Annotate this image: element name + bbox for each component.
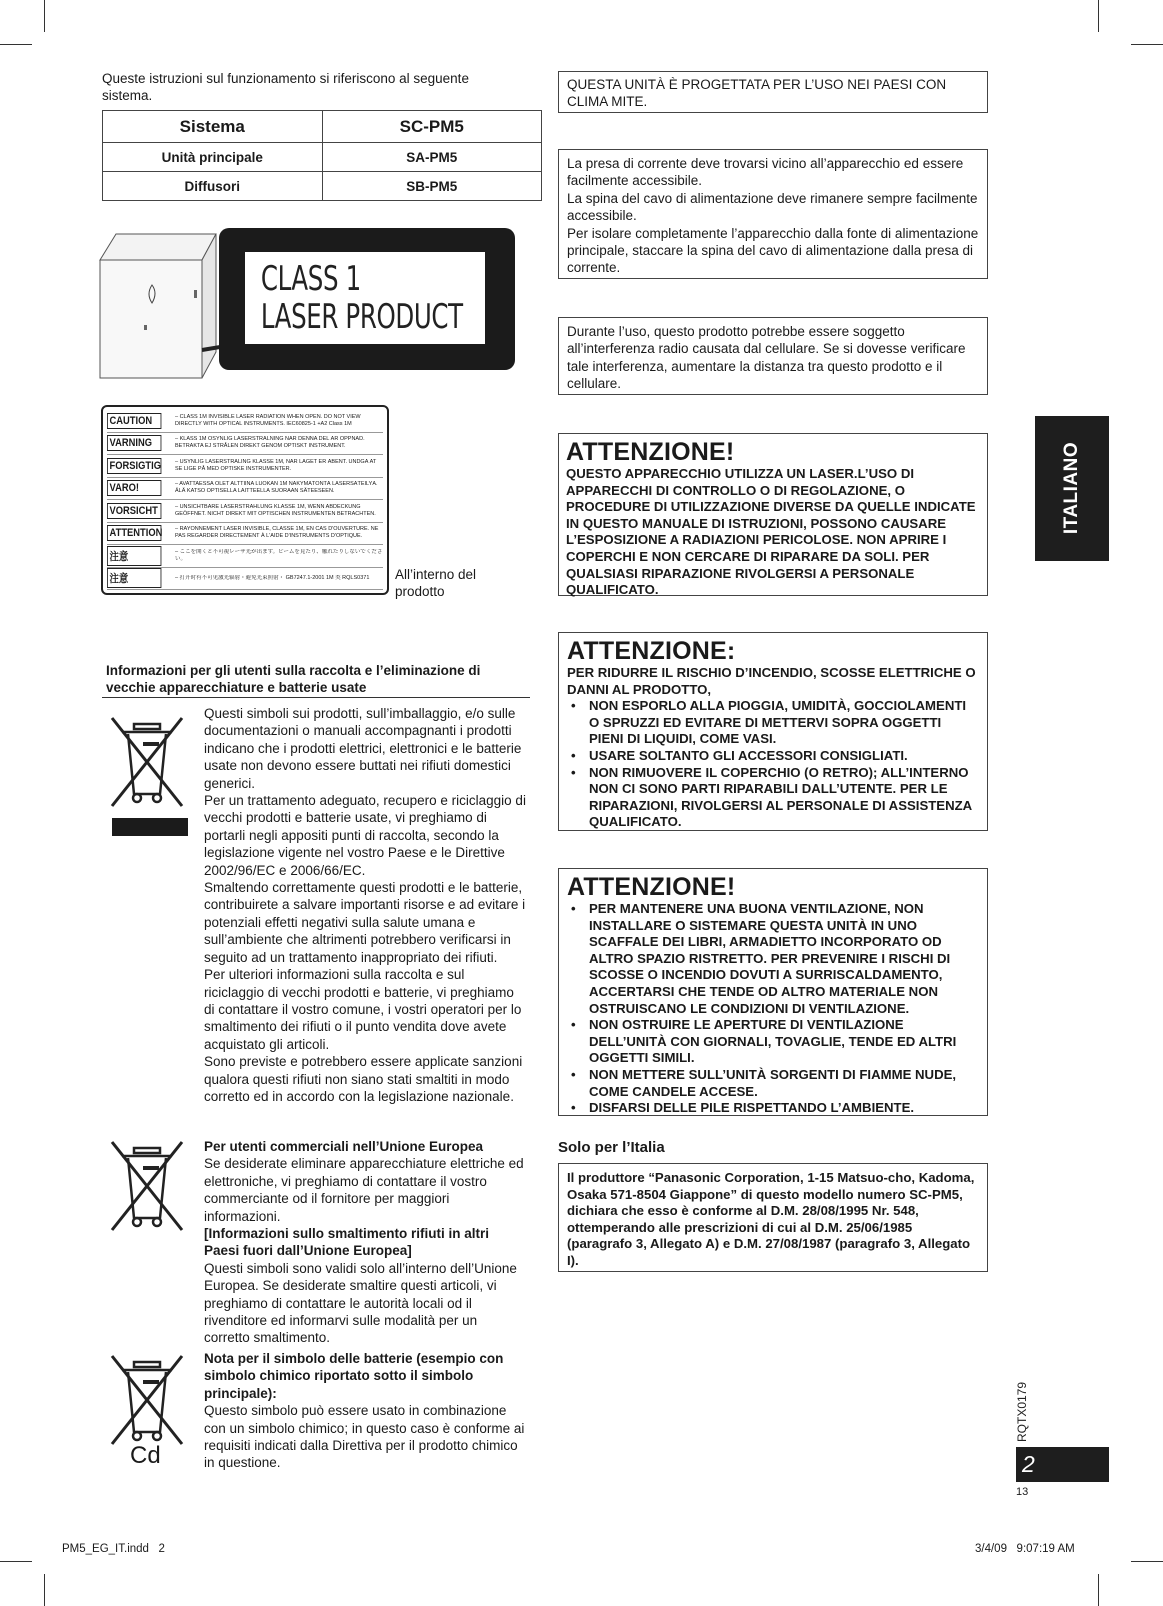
disposal-paragraph: Per ulteriori informazioni sulla raccolta e sul riciclaggio di vecchi prodotti e batterie, vi preghiamo di contattare il vostro comune, i vostri operatori per lo smaltimento dei rifiuti o il punto vendita dove avete acquistato gli articoli. xyxy=(204,967,522,1052)
caution-row-label: FORSIGTIG xyxy=(107,458,161,474)
chemical-symbol: Cd xyxy=(130,1442,161,1469)
caution-row-text: – ここを開くと不可視レーザ光が出ます。ビームを見たり、触れたりしないでください。 xyxy=(175,548,383,562)
list-item: • PER MANTENERE UNA BUONA VENTILAZIONE, NON INSTALLARE O SISTEMARE QUESTA UNITÀ IN UNO SCAFFALE DEI LIBRI, ARMADIETTO INCORPORATO OD ALTRO SPAZIO RISTRETTO. PER PREVENIRE I RISCHI DI SCOSSE O INCENDIO DOVUTI A SURRISCALDAMENTO, ACCERTARSI CHE TENDE OD ALTRO MATERIALE NON OSTRUISCANO LE CONDIZIONI DI VENTILAZIONE. xyxy=(567,901,979,1017)
disposal-paragraph: Smaltendo correttamente questi prodotti e le batterie, contribuirete a salvare importanti risorse e ad evitare i potenziali effetti negativi sulla salute umana e sull’ambiente che altrimenti potrebbero verificarsi in seguito ad un trattamento inappropriato dei rifiuti. xyxy=(204,880,526,965)
warning-list xyxy=(567,901,979,1117)
warning-intro: PER RIDURRE IL RISCHIO D’INCENDIO, SCOSSE ELETTRICHE O DANNI AL PRODOTTO, xyxy=(567,665,976,697)
caution-row-text: – RAYONNEMENT LASER INVISIBLE, CLASSE 1M, EN CAS D'OUVERTURE. NE PAS REGARDER DIRECTEMENT À L'AIDE D'INSTRUMENTS D'OPTIQUE. xyxy=(175,526,379,540)
phone-text: Durante l’uso, questo prodotto potrebbe essere soggetto all’interferenza radio causata dal cellulare. Se si dovesse verificare tale interferenza, aumentare la distanza tra questo prodotto e il cellulare. xyxy=(567,324,966,392)
caution-row xyxy=(107,455,383,478)
plug-text: La presa di corrente deve trovarsi vicino all’apparecchio ed essere facilmente accessibile. xyxy=(567,156,964,189)
caution-row xyxy=(107,568,383,591)
intro-text: Queste istruzioni sul funzionamento si riferiscono al seguente sistema. xyxy=(102,71,469,104)
table-cell: Unità principale xyxy=(103,143,323,172)
caution-label xyxy=(101,405,389,595)
caution-row-label: 注意 xyxy=(107,568,161,588)
table-cell: Diffusori xyxy=(103,172,323,201)
caution-row-text: – CLASS 1M INVISIBLE LASER RADIATION WHEN OPEN. DO NOT VIEW DIRECTLY WITH OPTICAL INSTRUMENTS. IEC60825-1 +A2 Class 1M xyxy=(175,413,361,427)
caution-row xyxy=(107,433,383,456)
ventilation-warning xyxy=(558,868,988,1116)
business-section xyxy=(204,1138,526,1347)
list-item: • NON ESPORLO ALLA PIOGGIA, UMIDITÀ, GOCCIOLAMENTI O SPRUZZI ED EVITARE DI METTERVI SOPRA OGGETTI PIENI DI LIQUIDI, COME VASI. xyxy=(567,698,979,748)
plug-text: Per isolare completamente l’apparecchio dalla fonte di alimentazione principale, staccare la spina del cavo di alimentazione dalla presa di corrente. xyxy=(567,225,979,276)
doc-code-anchor xyxy=(1015,1381,1029,1443)
battery-title: Nota per il simbolo delle batterie (esempio con simbolo chimico riportato sotto il simbolo principale): xyxy=(204,1351,504,1401)
table-header-cell: Sistema xyxy=(103,111,323,143)
disposal-paragraph: Per un trattamento adeguato, recupero e riciclaggio di vecchi prodotti e batterie usate, vi preghiamo di portarli negli appositi punti di raccolta, secondo la legislazione vigente nel vostro Paese e le Direttive 2002/96/EC e 2006/66/EC. xyxy=(204,793,526,878)
table-cell: SB-PM5 xyxy=(322,172,542,201)
laser-warning xyxy=(558,433,988,596)
warning-title: ATTENZIONE! xyxy=(567,873,736,901)
shock-warning xyxy=(558,632,988,831)
caution-row xyxy=(107,523,383,546)
divider xyxy=(102,697,530,698)
page-number: 2 xyxy=(1022,1451,1035,1477)
caution-row-text: – 打开时有不可见激光辐射・避免光束照射・ GB7247.1-2001 1M 类 RQLS0371 xyxy=(175,574,370,581)
battery-section xyxy=(204,1350,526,1472)
caution-row xyxy=(107,500,383,523)
language-tab xyxy=(1035,416,1109,561)
disposal-paragraph: Sono previste e potrebbero essere applicate sanzioni qualora questi rifiuti non siano stati smaltiti in modo corretto ed in accordo con la legislazione nazionale. xyxy=(204,1054,523,1104)
system-table xyxy=(102,110,542,201)
business-text: Se desiderate eliminare apparecchiature elettriche ed elettroniche, vi preghiamo di contattare il vostro commerciante od il fornitore per maggiori informazioni. xyxy=(204,1156,524,1224)
laser-label-line1: CLASS 1 xyxy=(260,259,361,299)
caution-caption: All’interno del prodotto xyxy=(395,567,477,599)
plug-text: La spina del cavo di alimentazione deve rimanere sempre facilmente accessibile. xyxy=(567,190,978,224)
caution-row xyxy=(107,545,383,568)
climate-notice xyxy=(558,71,988,113)
device-illustration xyxy=(98,230,223,382)
sub-page-number: 13 xyxy=(1016,1486,1029,1498)
list-item: • NON RIMUOVERE IL COPERCHIO (O RETRO); ALL’INTERNO NON CI SONO PARTI RIPARABILI DALL’UTENTE. PER LE RIPARAZIONI, RIVOLGERSI AL PERSONALE DI ASSISTENZA QUALIFICATO. xyxy=(567,765,979,831)
warning-title: ATTENZIONE: xyxy=(567,637,736,665)
battery-text: Questo simbolo può essere usato in combinazione con un simbolo chimico; in questo caso è conforme ai requisiti indicati dalla Direttiva per il prodotto chimico in questione. xyxy=(204,1403,525,1471)
climate-text: QUESTA UNITÀ È PROGETTATA PER L’USO NEI PAESI CON CLIMA MITE. xyxy=(567,77,947,110)
disposal-paragraph: Questi simboli sui prodotti, sull’imballaggio, e/o sulle documentazioni o manuali accompagnanti i prodotti indicano che i prodotti elettrici, elettronici e le batterie usate non devono essere buttati nei rifiuti domestici generici. xyxy=(204,706,522,791)
business-title: Per utenti commerciali nell’Unione Europea xyxy=(204,1139,484,1154)
language-tab-label: ITALIANO xyxy=(1061,441,1082,535)
caution-row-label: 注意 xyxy=(107,546,161,566)
doc-code: RQTX0179 xyxy=(1015,1381,1029,1443)
caution-row xyxy=(107,478,383,501)
italy-declaration xyxy=(558,1163,988,1272)
laser-label-plate xyxy=(245,252,485,344)
table-cell: SA-PM5 xyxy=(322,143,542,172)
caution-row-text: – UNSICHTBARE LASERSTRAHLUNG KLASSE 1M, WENN ABDECKUNG GEÖFFNET. NICHT DIREKT MIT OPTISCHEN INSTRUMENTEN BETRACHTEN. xyxy=(175,503,376,517)
disposal-body xyxy=(204,705,526,1105)
caution-row-text: – USYNLIG LASERSTRÅLING KLASSE 1M, NÅR LÅGET ER ÅBENT. UNDGÅ AT SE LIGE PÅ MED OPTISKE INSTRUMENTER. xyxy=(175,458,377,472)
plug-notice xyxy=(558,149,988,279)
table-header-cell: SC-PM5 xyxy=(322,111,542,143)
caution-row-text: – AVATTAESSA OLET ALTTIINA LUOKAN 1M NÄKYMÄTÖNTÄ LASERSÄTEILYÄ. ÄLÄ KATSO OPTISELLA LAITTEELLA SUORAAN SÄTEESEEN. xyxy=(175,481,378,495)
crossed-bin-icon xyxy=(104,710,190,838)
warning-text: QUESTO APPARECCHIO UTILIZZA UN LASER.L’USO DI APPARECCHI DI CONTROLLO O DI REGOLAZIONE, O PROCEDURE DI UTILIZZAZIONE DIVERSE DA QUELLE INDICATE IN QUESTO MANUALE DI ISTRUZIONI, POSSONO CAUSARE L’ESPOSIZIONE A RADIAZIONI PERICOLOSE. NON APRIRE I COPERCHI E NON CERCARE DI RIPARARE DA SOLI. PER QUALSIASI RIPARAZIONE RIVOLGERSI A PERSONALE QUALIFICATO. xyxy=(566,466,976,598)
list-item: • NON OSTRUIRE LE APERTURE DI VENTILAZIONE DELL’UNITÀ CON GIORNALI, TOVAGLIE, TENDE ED ALTRI OGGETTI SIMILI. xyxy=(567,1017,979,1067)
footer-timestamp: 3/4/09 9:07:19 AM xyxy=(975,1543,1075,1555)
caution-row-label: ATTENTION xyxy=(107,525,161,541)
italy-heading: Solo per l’Italia xyxy=(558,1139,665,1156)
caution-row-label: VORSICHT xyxy=(107,503,161,519)
outside-eu-title: [Informazioni sullo smaltimento rifiuti in altri Paesi fuori dall’Unione Europea] xyxy=(204,1226,490,1259)
caution-row-label: CAUTION xyxy=(107,413,161,429)
warning-title: ATTENZIONE! xyxy=(566,438,735,466)
page-number-box xyxy=(1016,1447,1109,1482)
caution-row xyxy=(107,410,383,433)
laser-label xyxy=(219,228,515,370)
crossed-bin-icon xyxy=(104,1348,190,1448)
caution-row-label: VARO! xyxy=(107,480,161,496)
footer-file: PM5_EG_IT.indd 2 xyxy=(62,1543,165,1555)
list-item: • NON METTERE SULL’UNITÀ SORGENTI DI FIAMME NUDE, COME CANDELE ACCESE. xyxy=(567,1067,979,1100)
italy-text: Il produttore “Panasonic Corporation, 1-15 Matsuo-cho, Kadoma, Osaka 571-8504 Giappone” di questo modello numero SC-PM5, dichiara che esso è conforme al D.M. 28/08/1995 Nr. 548, ottemperando alle prescrizioni di cui al D.M. 25/06/1985 (paragrafo 3, Allegato A) e D.M. 27/08/1987 (paragrafo 3, Allegato I). xyxy=(567,1170,975,1268)
list-item: • USARE SOLTANTO GLI ACCESSORI CONSIGLIATI. xyxy=(567,748,979,765)
warning-list xyxy=(567,698,979,831)
phone-notice xyxy=(558,317,988,395)
outside-eu-text: Questi simboli sono validi solo all’interno dell’Unione Europea. Se desiderate smaltire questi articoli, vi preghiamo di contattare le autorità locali od il rivenditore ed informarvi sulle modalità per un corretto smaltimento. xyxy=(204,1260,517,1346)
disposal-title: Informazioni per gli utenti sulla raccolta e l’eliminazione di vecchie apparecchiature e batterie usate xyxy=(106,663,481,695)
crossed-bin-icon xyxy=(104,1134,190,1244)
list-item: • DISFARSI DELLE PILE RISPETTANDO L’AMBIENTE. xyxy=(567,1100,979,1117)
caution-row-text: – KLASS 1M OSYNLIG LASERSTRÅLNING NÄR DENNA DEL ÄR ÖPPNAD. BETRAKTA EJ STRÅLEN DIREKT GENOM OPTISKT INSTRUMENT. xyxy=(175,436,365,450)
laser-label-line2: LASER PRODUCT xyxy=(260,297,463,337)
caution-row-label: VARNING xyxy=(107,435,161,451)
